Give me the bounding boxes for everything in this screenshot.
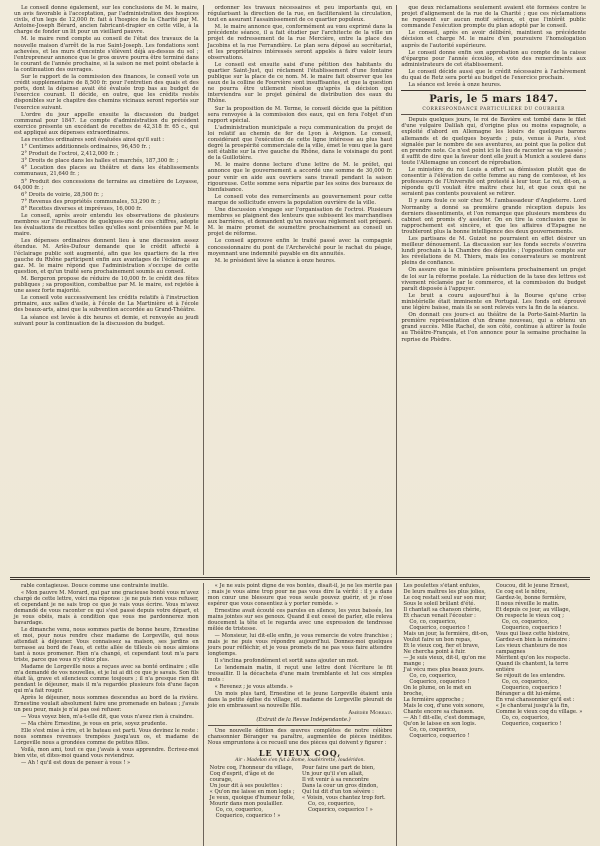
verse-line: Co, co, coquerico, (501, 715, 549, 721)
verse-line: Co, co, coquerico, (501, 619, 549, 625)
paragraph: que deux réclamations seulement avaient été formées contre le projet d'alignement de la rue de la Charité ; que ces réclamations ne reposent sur aucun motif sérieux, et que l'intérêt public commande l'exécution prompte du plan adopté par le conseil. (401, 5, 587, 30)
story-text (208, 583, 393, 709)
verse-line: Co, co, coquerico, (409, 673, 457, 679)
verse-line: Un jour dit à ses poulettes : (209, 783, 283, 790)
verse-line: Dans la cour un gros dindon, (302, 783, 379, 790)
verse-line: Mourir dans mon poulailler. (209, 801, 283, 808)
subhead-rule (401, 114, 586, 115)
paragraph: Madame de Lorgeville nous a reçues avec sa bonté ordinaire ; elle m'a demandé de vos nouvelles, et je lui ai dit ce que je savais. Son fils était là, grave et silencieux comme toujours ; il n'a presque rien dit pendant le déjeuner, mais il m'a regardée plusieurs fois d'une façon qui m'a fait rougir. (14, 664, 199, 694)
verse-line: Pour faire une part de bien, (302, 765, 375, 772)
verse-line: Il nous réveille le matin. (495, 601, 560, 607)
paragraph: — Vous voyez bien, m'a-t-elle dit, que vous n'avez rien à craindre. (21, 714, 194, 720)
paragraph: Le lendemain matin, il reçut une lettre dont l'écriture le fit tressaillir. Il la décacheta d'une main tremblante et lut ces simples mots : (207, 665, 393, 683)
paragraph: M. le maire rend compte au conseil de l'état des travaux de la nouvelle maison d'arrêt de la rue Saint-Joseph. Les fondations sont achevées, et les murs d'enceinte s'élèvent déjà au-dessus du sol ; l'entrepreneur annonce que le gros œuvre pourra être terminé dans le courant de l'année prochaine, si la saison ne met point obstacle à la continuation des ouvrages. (14, 36, 199, 73)
verse-line: Mais le coq, d'une voix sonore, (403, 703, 485, 709)
section-rule (401, 90, 586, 91)
verse-line: Coquerico, coquerico ! (409, 625, 470, 631)
verse-line: Le coq restait seul sur son mur, (403, 595, 487, 601)
feuilleton-column-1 (10, 583, 203, 846)
paragraph: Il y aura foule ce soir chez M. l'ambassadeur d'Angleterre. Lord Normanby a donné sa première grande réception depuis les derniers dissentiments, et l'on remarque que plusieurs membres du cabinet ont promis d'y assister. On en tire la conclusion que le rapprochement est sincère, et que les affaires d'Espagne ne troubleront plus la bonne intelligence des deux gouvernements. (401, 198, 587, 235)
paragraph: Le conseil donne enfin son approbation au compte de la caisse d'épargne pour l'année écoulée, et vote des remercîments aux administrateurs de cet établissement. (401, 49, 587, 68)
verse-line: Coquerico, coquerico ! (501, 721, 562, 727)
verse-line: Il vit venir à sa rencontre (302, 777, 369, 784)
paragraph: 5° Produit des concessions de terrains au cimetière de Loyasse, 64,000 fr. ; (14, 178, 199, 191)
correspondence-subhead: CORRESPONDANCE PARTICULIÈRE DU COURRIER (422, 107, 565, 113)
source-note: (Extrait de la Revue Indépendante.) (256, 717, 351, 723)
paragraph: On assure que le ministère présentera prochainement un projet de loi sur la réforme postale. La réduction de la taxe des lettres est vivement réclamée par le commerce, et la commission du budget paraît disposée à l'appuyer. (401, 267, 587, 292)
verse-line: De leurs maîtres les plus jolies, (403, 589, 486, 595)
paragraph: On donnait ces jours-ci au théâtre de la Porte-Saint-Martin la première représentation d'un drame nouveau, qui a obtenu un grand succès. Mlle Rachel, de son côté, continue à attirer la foule au Théâtre-Français, et l'on annonce pour la semaine prochaine la reprise de Phèdre. (401, 312, 587, 343)
paragraph: La séance est levée à onze heures. (408, 82, 502, 89)
paragraph: 7° Revenus des propriétés communales, 53,290 fr. ; (21, 198, 161, 205)
paragraph: — Ma chère Ernestine, je vous en prie, soyez prudente. (21, 721, 167, 727)
verse-line: Les poulettes s'étant enfuies, (403, 583, 481, 589)
verse-line: Co, co, coquerico, (308, 801, 356, 808)
paragraph: M. le maire annonce que, conformément au vœu exprimé dans la précédente séance, il a fait étudier par l'architecte de la ville un projet de redressement de la rue Mercière, entre la place des Jacobins et la rue Ferrandière. Le plan sera déposé au secrétariat, et les propriétaires intéressés seront appelés à faire valoir leurs observations. (207, 24, 393, 61)
verse-line: Quand ils chantent, la terre entière (495, 661, 569, 673)
paragraph: Les dépenses ordinaires donnent lieu à une discussion assez étendue. M. Arlès-Dufour demande que le crédit affecté à l'éclairage public soit augmenté, afin que les quartiers de la rive gauche du Rhône participent enfin aux avantages de l'éclairage au gaz. M. le maire répond que l'administration s'occupe de cette question, et qu'un traité sera prochainement soumis au conseil. (14, 238, 199, 275)
verse-line: Les vieux chanteurs de nos campagnes (495, 643, 568, 655)
verse-line: Coquerico, coquerico ! » (215, 813, 281, 820)
verse-line: On respecte le vieux coq ; (495, 613, 564, 619)
verse-line: Méritent qu'on les respecte. (495, 655, 570, 661)
verse-line: Et depuis ce jour, au village, (495, 607, 571, 613)
verse-line: Co, co, coquerico, (215, 807, 263, 814)
feuilleton-column-3 (396, 583, 590, 846)
verse-line: Comme le vieux coq du village. » (495, 709, 583, 715)
paragraph: Sur la proposition de M. Terme, le conseil décide que la pétition sera renvoyée à la commission des eaux, qui en fera l'objet d'un rapport spécial. (207, 105, 393, 124)
paragraph: Une discussion s'engage sur l'organisation de l'octroi. Plusieurs membres se plaignent des lenteurs que subissent les marchandises aux barrières, et demandent qu'un nouveau règlement soit préparé. M. le maire promet de soumettre prochainement au conseil un projet de réforme. (207, 207, 393, 238)
paragraph: ordonner les travaux nécessaires et peu importants qui, en régularisant la direction de la rue, en faciliteraient la circulation, tout en assurant l'assainissement de ce quartier populeux. (207, 5, 393, 24)
verse-line: Co, co, coquerico, (501, 679, 549, 685)
paragraph: « Je ne suis point digne de vos bontés, disait-il, je ne les mérite pas ; mais je vous aime trop pour ne pas vous dire la vérité : il y a dans mon cœur une blessure que vous seule pouvez guérir, et je n'ose espérer que vous consentiez à y porter remède. » (207, 583, 393, 607)
verse-line: — Je suis vieux, dit-il, qu'on me mange ; (403, 655, 486, 667)
paragraph: Il s'inclina profondément et sortit sans ajouter un mot. (214, 658, 359, 664)
paragraph: Le conseil, après en avoir délibéré, maintient sa précédente décision et charge M. le maire d'en poursuivre l'homologation auprès de l'autorité supérieure. (401, 30, 587, 49)
feuilleton-columns (10, 583, 590, 846)
verse-line: Il chantait sa chanson chérie, (403, 607, 481, 613)
verses-right (300, 765, 392, 819)
verse-line: Coquerico, coquerico ! (409, 679, 470, 685)
paragraph: « Revenez ; je vous attends. » (214, 684, 293, 690)
paragraph: La séance est levée à dix heures et demie, et renvoyée au jeudi suivant pour la continuation de la discussion du budget. (14, 314, 199, 327)
paragraph: Le conseil vote successivement les crédits relatifs à l'instruction primaire, aux salles d'asile, à l'école de La Martinière et à l'école des beaux-arts, ainsi que la subvention accordée au Grand-Théâtre. (14, 295, 199, 314)
column-1 (10, 5, 203, 575)
paragraph: 4° Location des places au théâtre et dans les établissements communaux, 21,640 fr. ; (14, 165, 199, 178)
verse-line: Gardez-le, bonne fermière, (495, 595, 567, 601)
author-signature: Amédée Moreau. (348, 710, 393, 716)
feuilleton-column-2 (203, 583, 397, 846)
verse-line: Ce coq est le nôtre, (495, 589, 547, 595)
verse-line: Co, co, coquerico, (409, 727, 457, 733)
verse-line: Sous le soleil brûlant d'été. (403, 601, 476, 607)
column-3-lower-text (401, 117, 586, 342)
verse-line: « Qu'on me laisse en mon logis ; (209, 789, 295, 796)
column-2 (203, 5, 397, 575)
verse-line: Voulut faire un bon repas, (403, 637, 472, 643)
paragraph: M. le maire donne lecture d'une lettre de M. le préfet, qui annonce que le gouvernement a accordé une somme de 30,000 fr. pour venir en aide aux ouvriers sans travail pendant la saison rigoureuse. Cette somme sera répartie par les soins des bureaux de bienfaisance. (207, 162, 393, 193)
song-title: LE VIEUX COQ, (258, 748, 342, 758)
verse-line: Un jour qu'il s'en allait, (302, 771, 364, 778)
verse-line: Je veux, quoique d'humeur folle, (209, 795, 295, 802)
paragraph: Elle s'est mise à rire, et le bateau est parti. Vous devinez le reste : nous sommes revenues trempées jusqu'aux os, et madame de Lorgeville nous a grondées comme de petites filles. (14, 728, 199, 746)
paragraph: Depuis quelques jours, le roi de Bavière est tombé dans le filet d'une vulgaire Dalilah qui, d'origine plus ou moins espagnole, a exploité d'abord en Allemagne les loisirs de quelques barons allemands et de quelques boyards ; puis, venue à Paris, s'est signalée par le nombre de ses aventures, au point que la police dut en prendre note. Ce n'est point ici le lieu de raconter sa vie passée ; il suffit de dire que la faveur dont elle jouit à Munich a soulevé dans toute l'Allemagne un concert de réprobation. (401, 117, 587, 166)
paragraph: Les partisans de M. Guizot ne pourraient en effet désirer un meilleur dénouement. La discussion sur les fonds secrets s'ouvrira lundi prochain à la Chambre des députés ; l'opposition compte sur les révélations de M. Thiers, mais les conservateurs se montrent pleins de confiance. (401, 236, 587, 267)
verse-line: Mais un jour, la fermière, dit-on, (403, 631, 489, 637)
column-3-upper-text (401, 5, 586, 88)
paragraph: Ernestine avait écouté ces paroles en silence, les yeux baissés, les mains jointes sur ses genoux. Quand il eut cessé de parler, elle releva doucement la tête et le regarda avec une expression de tendresse mêlée de tristesse. (207, 608, 393, 632)
song-rule (208, 725, 393, 726)
paragraph: Les recettes ordinaires sont évaluées ainsi qu'il suit : (21, 136, 165, 143)
verse-line: Chante encore sa chanson. (403, 709, 475, 715)
song-lines-right (494, 583, 586, 739)
verse-line: Gardez-en bien la mémoire : (495, 637, 571, 643)
paragraph: rable contagieuse. Douce comme une contrainte inutile. (21, 583, 169, 589)
verse-line: Et le vieux coq, fier et brave, (403, 643, 480, 649)
paragraph: Le bruit a couru aujourd'hui à la Bourse qu'une crise ministérielle était imminente en Portugal. Les fonds ont éprouvé une légère baisse, mais ils se sont relevés vers la fin de la séance. (401, 292, 587, 312)
verse-line: Notre coq, l'honneur du village, (209, 765, 294, 772)
verse-line: « Je chanterai jusqu'à la fin, (495, 703, 570, 709)
verse-line: Coucou, dit le jeune Ernest, (495, 583, 570, 589)
verse-line: Qu'on le laisse en son logis. (403, 721, 477, 727)
dateline: Paris, le 5 mars 1847. (429, 94, 559, 106)
paragraph: 3° Droits de place dans les halles et marchés, 187,300 fr. ; (21, 158, 179, 165)
paragraph: — Monsieur, lui dit-elle enfin, je vous remercie de votre franchise ; mais je ne puis vous répondre aujourd'hui. Donnez-moi quelques jours pour réfléchir, et je vous promets de ne pas vous faire attendre longtemps. (207, 633, 393, 657)
feuilleton-divider (10, 577, 590, 580)
paragraph: L'administration municipale a reçu communication du projet de loi relatif au chemin de fer de Lyon à Avignon. Le conseil, considérant que l'exécution de cette ligne intéresse au plus haut degré la prospérité commerciale de la ville, émet le vœu que la gare soit établie sur la rive gauche du Rhône, dans le voisinage du pont de la Guillotière. (207, 124, 393, 162)
verse-line: La fermière approche ; (403, 697, 464, 703)
song-intro: Une nouvelle édition des œuvres complètes de notre célèbre chansonnier Béranger va paraître, augmentée de pièces inédites. Nous empruntons à ce recueil une des pièces qui doivent y figurer : (207, 728, 393, 746)
song-verses (208, 765, 393, 819)
paragraph: Le conseil donne également, sur les conclusions de M. le maire, un avis favorable à l'acceptation, par l'administration des hospices civils, d'un legs de 12,000 fr. fait à l'hospice de la Charité par M. Antoine-Joseph Bérard, ancien fabricant-drapier en cette ville, à la charge de fonder un lit pour un vieillard pauvre. (14, 5, 199, 36)
song-continuation (401, 583, 586, 739)
song-air: Air : Madelon s'en fut à Rome, loudérirette, loudéridon. (235, 758, 365, 763)
song-lines-left (401, 583, 493, 739)
paragraph: 1° Centimes additionnels ordinaires, 96,450 fr. ; (21, 144, 151, 151)
verse-line: Béranger a dit lui-même, (495, 691, 562, 697)
verses-left (208, 765, 300, 819)
upper-columns (10, 5, 590, 575)
paragraph: Le conseil approuve enfin le traité passé avec la compagnie concessionnaire du pont de l'Archevêché pour le rachat du péage, moyennant une indemnité payable en dix annuités. (207, 238, 393, 257)
paragraph: — Ah ! qu'il est doux de penser à vous ! » (21, 760, 131, 766)
verse-line: Et chacun venait l'écouter : (403, 613, 476, 619)
paragraph: Voilà, mon ami, tout ce que j'avais à vous apprendre. Écrivez-moi bien vite, et dites-moi quand vous reviendrez. (14, 747, 199, 759)
verse-line: On le plume, on le met en broche, (403, 685, 472, 697)
verse-line: Coquerico, coquerico ! (409, 733, 470, 739)
paragraph: Le conseil décide aussi que le crédit nécessaire à l'achèvement du quai de Retz sera porté au budget de l'exercice prochain. (401, 68, 587, 82)
verse-line: En vrai chansonnier qu'il est : (495, 697, 575, 703)
verse-line: Coquerico, coquerico ! » (308, 807, 373, 814)
verse-line: Coq d'esprit, d'âge et de courage, (209, 771, 275, 784)
verse-line: Coquerico, coquerico ! (501, 625, 562, 631)
verse-line: Co, co, coquerico, (409, 619, 457, 625)
paragraph: M. Bergeron propose de réduire de 10,000 fr. le crédit des fêtes publiques ; sa proposition, combattue par M. le maire, est rejetée à une assez forte majorité. (14, 275, 199, 295)
paragraph: Après le déjeuner, nous sommes descendus au bord de la rivière. Ernestine voulait absolument faire une promenade en bateau ; j'avais un peu peur, mais je n'ai pas osé refuser. (14, 695, 199, 713)
verse-line: « Voisin, vous chantez trop fort. (302, 795, 386, 802)
verse-line: Coquerico, coquerico ! (501, 685, 562, 691)
paragraph: Le dimanche venu, nous sommes partis de bonne heure, Ernestine et moi, pour nous rendre chez madame de Lorgeville, qui nous attendait à déjeuner. Vous connaissez sa maison, ses jardins en terrasse au bord de l'eau, et cette allée de tilleuls où nous aimions tant à nous promener. Rien n'a changé, et cependant tout m'a paru triste, parce que vous n'y étiez plus. (14, 627, 199, 663)
verse-line: Se réjouit de les entendre. (495, 673, 566, 679)
column-3 (396, 5, 590, 575)
verse-line: Ne chercha point à fuir. (403, 649, 466, 655)
paragraph: 8° Recettes diverses et imprévues, 16,000 fr. (21, 205, 142, 212)
paragraph: « Mon pauvre M. Morard, qui par une gracieuse bonté vous m'avez chargé de cette lettre, voici ma réponse : je ne puis rien vous refuser, et cependant je ne sais trop ce que je vais vous écrire. Vous m'avez demandé de vous raconter ce qui s'est passé depuis votre départ, et je vous obéis, mais à condition que vous me pardonnerez mon bavardage. (14, 590, 199, 626)
paragraph: M. le président lève la séance à onze heures. (214, 257, 336, 264)
verse-line: J'ai vécu mes plus beaux jours. (403, 667, 485, 673)
paragraph: 6° Droits de voirie, 28,500 fr. ; (21, 191, 103, 198)
verse-line: — Ah ! dit-elle, c'est dommage, (403, 715, 486, 721)
paragraph: Sur le rapport de la commission des finances, le conseil vote un crédit supplémentaire de 8,500 fr. pour l'entretien des quais et des ports, dont la dépense avait été évaluée trop bas au budget de l'exercice courant. Il décide, en outre, que les crédits restés disponibles sur le chapitre des chemins vicinaux seront reportés sur l'exercice suivant. (14, 74, 199, 111)
paragraph: Le conseil est ensuite saisi d'une pétition des habitants du quartier Saint-Just, qui réclament l'établissement d'une fontaine publique sur la place de ce nom. M. le maire fait observer que les eaux de la colline de Fourvière sont insuffisantes, et que la question ne pourra être utilement résolue qu'après la décision qui interviendra sur le projet général de distribution des eaux du Rhône. (207, 61, 393, 105)
paragraph: 2° Produit de l'octroi, 2,412,000 fr. ; (21, 151, 119, 158)
paragraph: Le ministère du roi Louis a offert sa démission plutôt que de consentir à l'élévation de cette femme au rang de comtesse, et les professeurs de l'Université ont protesté à leur tour. Le roi, dit-on, a répondu qu'il voulait être maître chez lui, et que ceux qui ne seraient pas contents pouvaient se retirer. (401, 166, 587, 198)
paragraph: Le conseil vote des remercîments au gouvernement pour cette marque de sollicitude envers la population ouvrière de la ville. (207, 193, 393, 206)
paragraph: L'ordre du jour appelle ensuite la discussion du budget communal pour 1847. Le compte d'administration du précédent exercice présente un excédant de recettes de 42,318 fr. 65 c., qui est appliqué aux dépenses extraordinaires. (14, 111, 199, 136)
verse-line: Qui lui dit d'un ton sévère : (302, 789, 374, 796)
verse-line: Vous qui lisez cette histoire, (495, 631, 570, 637)
paragraph: Un mois plus tard, Ernestine et le jeune Lorgeville étaient unis dans la petite église du village, et madame de Lorgeville pleurait de joie en embrassant sa nouvelle fille. (207, 691, 393, 709)
paragraph: Le conseil, après avoir entendu les observations de plusieurs membres sur l'insuffisance de quelques-uns de ces chiffres, adopte les évaluations de recettes telles qu'elles sont présentées par M. le maire. (14, 213, 199, 238)
